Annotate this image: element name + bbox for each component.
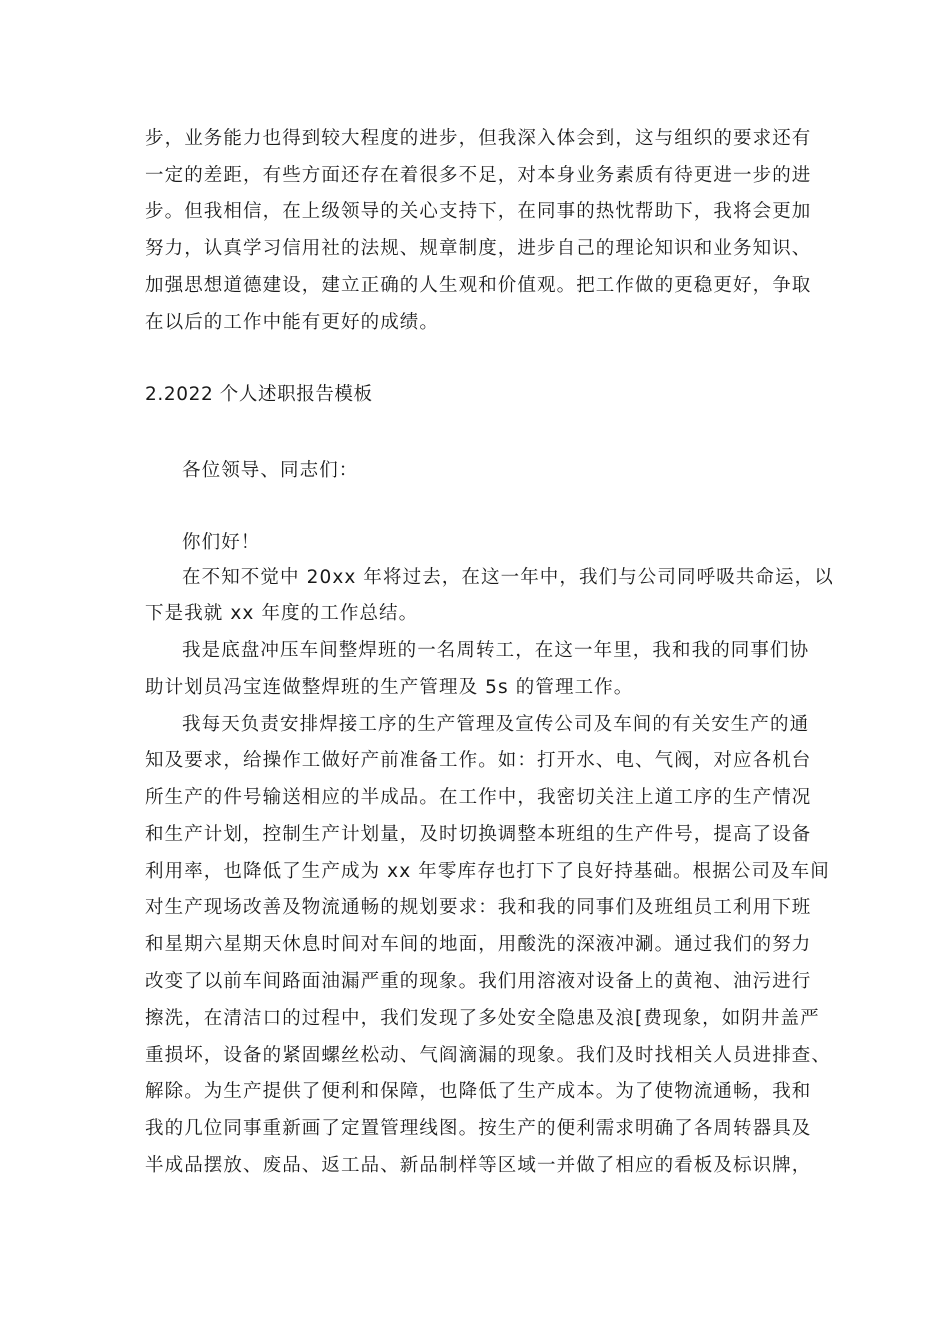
text-line: 和星期六星期天休息时间对车间的地面，用酸洗的深液冲涮。通过我们的努力 xyxy=(145,934,812,955)
section-heading: 2.2022 个人述职报告模板 xyxy=(145,384,373,405)
text-line: 在不知不觉中 20xx 年将过去，在这一年中，我们与公司同呼吸共命运，以 xyxy=(182,567,834,588)
text-line: 我每天负责安排焊接工序的生产管理及宣传公司及车间的有关安生产的通 xyxy=(182,714,810,735)
text-line: 知及要求，给操作工做好产前准备工作。如：打开水、电、气阀，对应各机台 xyxy=(145,750,812,771)
text-line: 我的几位同事重新画了定置管理线图。按生产的便利需求明确了各周转器具及 xyxy=(145,1118,812,1139)
text-line: 重损坏，设备的紧固螺丝松动、气阎滴漏的现象。我们及时找相关人员进排查、 xyxy=(145,1045,832,1066)
text-line: 加强思想道德建设，建立正确的人生观和价值观。把工作做的更稳更好，争取 xyxy=(145,275,812,296)
text-line: 解除。为生产提供了便利和保障，也降低了生产成本。为了使物流通畅，我和 xyxy=(145,1081,812,1102)
text-line: 助计划员冯宝连做整焊班的生产管理及 5s 的管理工作。 xyxy=(145,677,634,698)
text-line: 半成品摆放、废品、返工品、新品制样等区域一并做了相应的看板及标识牌， xyxy=(145,1155,812,1176)
text-line: 在以后的工作中能有更好的成绩。 xyxy=(145,312,440,333)
text-line: 下是我就 xx 年度的工作总结。 xyxy=(145,603,419,624)
text-line: 所生产的件号输送相应的半成品。在工作中，我密切关注上道工序的生产情况 xyxy=(145,787,812,808)
text-line: 擦洗，在清洁口的过程中，我们发现了多处安全隐患及浪[费现象，如阴井盖严 xyxy=(145,1008,820,1029)
text-line: 对生产现场改善及物流通畅的规划要求：我和我的同事们及班组员工利用下班 xyxy=(145,897,812,918)
text-line: 我是底盘冲压车间整焊班的一名周转工，在这一年里，我和我的同事们协 xyxy=(182,640,810,661)
text-line: 改变了以前车间路面油漏严重的现象。我们用溶液对设备上的黄袍、油污进行 xyxy=(145,971,812,992)
text-line: 和生产计划，控制生产计划量，及时切换调整本班组的生产件号，提高了设备 xyxy=(145,824,812,845)
text-line: 步，业务能力也得到较大程度的进步，但我深入体会到，这与组织的要求还有 xyxy=(145,128,812,149)
text-line: 一定的差距，有些方面还存在着很多不足，对本身业务素质有待更进一步的进 xyxy=(145,165,812,186)
greeting: 你们好！ xyxy=(182,532,261,553)
salutation: 各位领导、同志们： xyxy=(182,460,359,481)
text-line: 利用率，也降低了生产成为 xx 年零库存也打下了良好持基础。根据公司及车间 xyxy=(145,861,830,882)
text-line: 努力，认真学习信用社的法规、规章制度，进步自己的理论知识和业务知识、 xyxy=(145,238,812,259)
text-line: 步。但我相信，在上级领导的关心支持下，在同事的热忱帮助下，我将会更加 xyxy=(145,201,812,222)
